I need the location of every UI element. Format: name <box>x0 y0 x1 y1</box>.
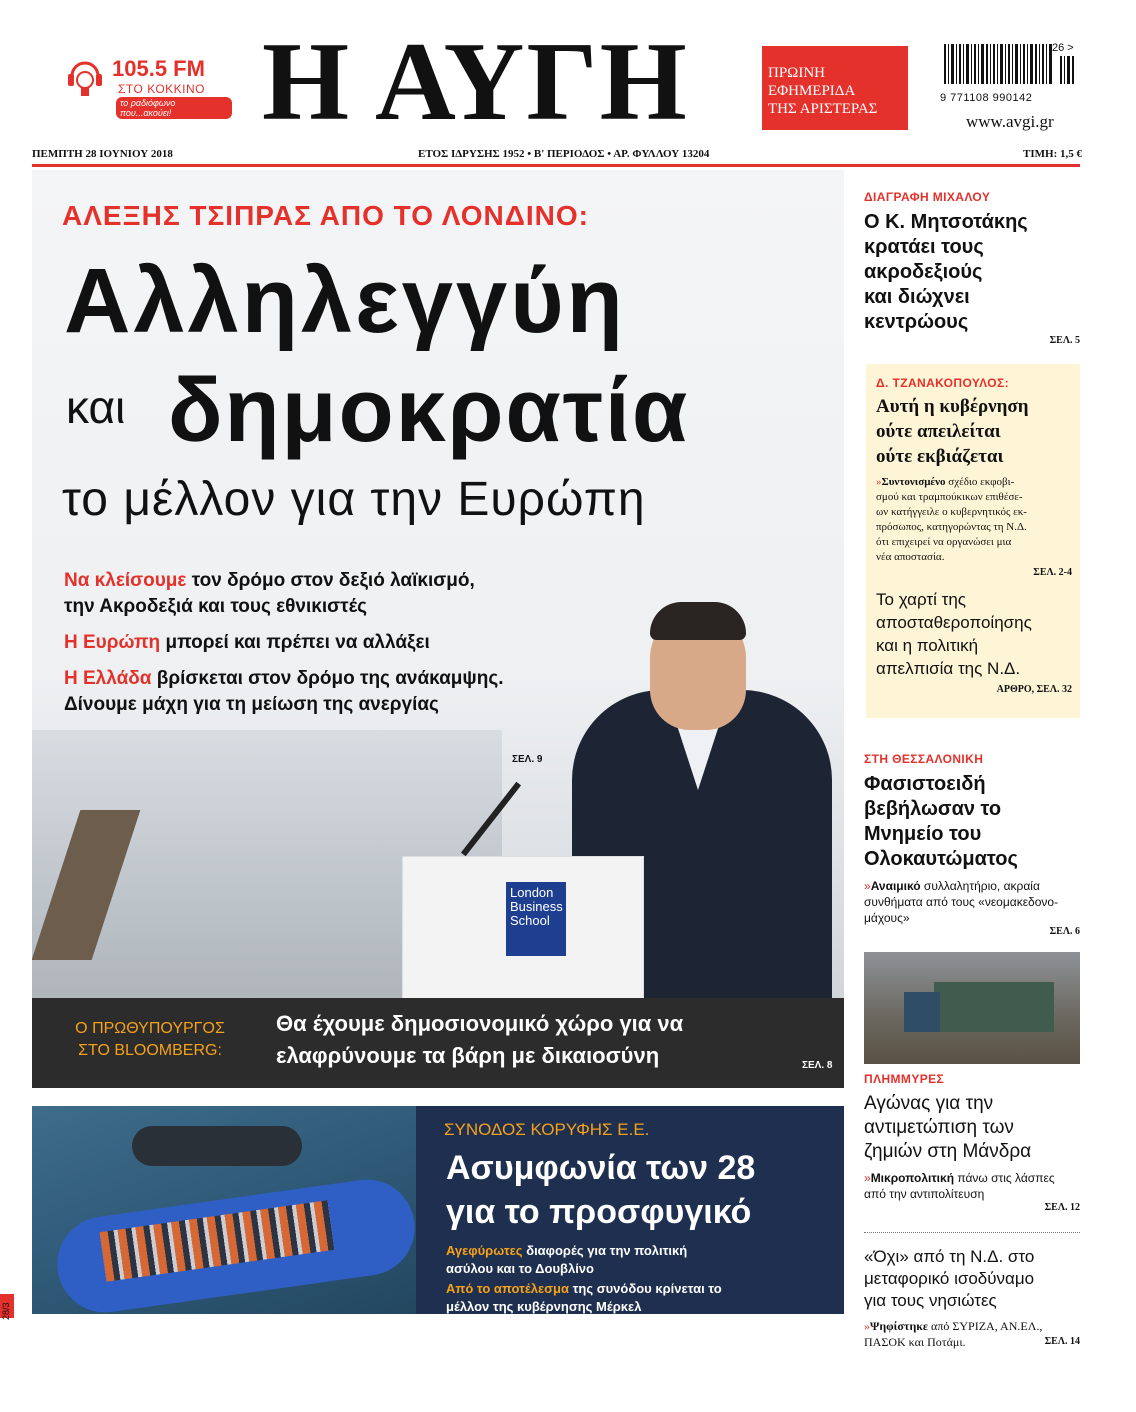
lead-headline-1: Αλληλεγγύη <box>64 250 626 352</box>
bullet-text: την Ακροδεξιά και τους εθνικιστές <box>64 596 368 617</box>
summit-text: μέλλον της κυβέρνησης Μέρκελ <box>446 1299 642 1314</box>
body-text: από ΣΥΡΙΖΑ, ΑΝ.ΕΛ., <box>928 1319 1043 1333</box>
headline-line: Ολοκαυτώματος <box>864 848 1018 870</box>
headline-line: Αγώνας για την <box>864 1093 994 1114</box>
summit-story <box>416 1106 844 1325</box>
headline-line: αποσταθεροποίησης <box>876 613 1032 632</box>
bullet-highlight: Η Ελλάδα <box>64 668 152 689</box>
lead-word: Αναιμικό <box>870 879 921 893</box>
bullet-text: μπορεί και πρέπει να αλλάξει <box>160 632 430 653</box>
story-body <box>864 878 1080 926</box>
headline-line: Αυτή η κυβέρνηση <box>876 396 1029 417</box>
edge-code: 28/3 <box>1 1302 11 1320</box>
story-page-ref: ΣΕΛ. 12 <box>1044 1202 1080 1213</box>
headline-line: απελπισία της Ν.Δ. <box>876 659 1021 678</box>
bloomberg-quote-line: Θα έχουμε δημοσιονομικό χώρο για να <box>276 1011 684 1036</box>
story-kicker: Δ. ΤΖΑΝΑΚΟΠΟΥΛΟΣ: <box>876 376 1009 390</box>
sidebar-story-2 <box>876 376 1072 695</box>
issue-info: ΕΤΟΣ ΙΔΡΥΣΗΣ 1952 • Β' ΠΕΡΙΟΔΟΣ • ΑΡ. ΦΥΛΛΟΥ 13204 <box>418 148 710 160</box>
body-line <box>864 1170 1080 1186</box>
headline-line: για τους νησιώτες <box>864 1291 997 1310</box>
bullet-text: Δίνουμε μάχη για τη μείωση της ανεργίας <box>64 694 439 715</box>
story-headline <box>864 1246 1080 1312</box>
lead-bullets <box>64 568 504 718</box>
body-line: ότι επιχειρεί να οργανώσει μια <box>876 536 1012 548</box>
truck-cab <box>904 992 940 1032</box>
story-kicker: ΔΙΑΓΡΑΦΗ ΜΙΧΑΛΟΥ <box>864 190 991 204</box>
lightbulb-headphones-icon <box>66 58 104 102</box>
body-text: ΠΑΣΟΚ και Ποτάμι. <box>864 1335 966 1349</box>
bloomberg-quote-line: ελαφρύνουμε τα βάρη με δικαιοσύνη <box>276 1043 660 1068</box>
headline-line: ούτε εκβιάζεται <box>876 446 1004 467</box>
bullet-text: τον δρόμο στον δεξιό λαϊκισμό, <box>186 570 475 591</box>
story-body <box>864 1170 1080 1202</box>
lead-headline-3: το μέλλον για την Ευρώπη <box>62 473 646 526</box>
radio-frequency: 105.5 FM <box>112 56 205 81</box>
speaker-hair <box>650 602 746 640</box>
summit-page-ref: ΣΕΛ. 16-17 <box>770 1314 821 1325</box>
barcode-number: 9 771108 990142 <box>940 92 1033 104</box>
summit-body-line <box>446 1242 687 1260</box>
chevron-icon: » <box>864 1171 871 1185</box>
lead-word: Συντονισμένο <box>881 476 946 488</box>
lead-word: Μικροπολιτική <box>870 1171 955 1185</box>
lead-bullet <box>64 692 504 718</box>
body-text: πάνω στις λάσπες <box>954 1171 1055 1185</box>
story-page-ref: ΣΕΛ. 6 <box>1049 926 1080 937</box>
lead-bullet <box>64 630 504 656</box>
story-headline <box>876 394 1072 469</box>
headline-line: Φασιστοειδή <box>864 773 986 795</box>
story-page-ref: ΑΡΘΡΟ, ΣΕΛ. 32 <box>996 684 1072 695</box>
bloomberg-quote <box>276 1008 683 1072</box>
podium-sign-line: School <box>510 913 550 928</box>
sidebar-story-4 <box>864 752 1080 937</box>
refugee-boat-photo <box>32 1106 416 1314</box>
story-kicker: ΣΤΗ ΘΕΣΣΑΛΟΝΙΚΗ <box>864 752 984 766</box>
radio-station: ΣΤΟ ΚΟΚΚΙΝΟ <box>118 82 206 96</box>
headline-line: βεβήλωσαν το <box>864 798 1002 820</box>
story-page-ref: ΣΕΛ. 2-4 <box>1033 567 1072 578</box>
section-divider <box>864 1232 1080 1233</box>
body-line <box>876 475 1072 490</box>
story-headline <box>864 772 1080 872</box>
lead-page-ref: ΣΕΛ. 9 <box>512 754 543 765</box>
story-body <box>864 1318 1080 1350</box>
chevron-icon: » <box>876 476 882 488</box>
headline-line: ακροδεξιούς <box>864 261 983 283</box>
summit-text: διαφορές για την πολιτική <box>522 1243 688 1258</box>
body-line: από την αντιπολίτευση <box>864 1187 985 1201</box>
flood-photo <box>864 952 1080 1064</box>
bloomberg-kicker <box>32 1000 268 1088</box>
sidebar-story-5 <box>864 1072 1080 1213</box>
body-line <box>864 1318 1080 1334</box>
headline-line: Το χαρτί της <box>876 590 966 609</box>
lead-bullet <box>64 666 504 692</box>
dateline <box>32 148 1082 160</box>
summit-body-line <box>446 1280 722 1298</box>
price: ΤΙΜΗ: 1,5 € <box>1023 148 1082 160</box>
headline-line: Ο Κ. Μητσοτάκης <box>864 211 1028 233</box>
website[interactable]: www.avgi.gr <box>966 112 1054 131</box>
lead-word: Ψηφίστηκε <box>870 1319 929 1333</box>
bloomberg-page-ref: ΣΕΛ. 8 <box>802 1060 833 1071</box>
summit-highlight: Από το αποτέλεσμα <box>446 1281 569 1296</box>
podium-sign-line: Business <box>510 899 563 914</box>
opinion-headline <box>876 588 1072 680</box>
headline-line: «Όχι» από τη Ν.Δ. στο <box>864 1247 1035 1266</box>
story-page-ref: ΣΕΛ. 14 <box>1044 1336 1080 1347</box>
tagline-line: ΕΦΗΜΕΡΙΔΑ <box>768 83 856 99</box>
headline-line: Μνημείο του <box>864 823 982 845</box>
story-body <box>876 475 1072 565</box>
radio-slogan: το ραδιόφωνο που...ακούει! <box>116 97 232 119</box>
body-text: συλλαλητήριο, ακραία <box>920 879 1040 893</box>
sidebar-story-6 <box>864 1246 1080 1350</box>
chevron-icon: » <box>864 1319 870 1333</box>
bloomberg-kicker-line: Ο ΠΡΩΘΥΠΟΥΡΓΟΣ <box>75 1020 225 1037</box>
radio-logo <box>62 56 232 118</box>
header-rule <box>32 164 1080 167</box>
headline-line: και διώχνει <box>864 286 970 308</box>
bullet-text: βρίσκεται στον δρόμο της ανάκαμψης. <box>151 668 504 689</box>
lead-bullet <box>64 568 504 594</box>
summit-headline-line: για το προσφυγικό <box>446 1193 752 1231</box>
podium-sign-line: London <box>510 885 554 900</box>
story-page-ref: ΣΕΛ. 5 <box>1049 335 1080 346</box>
headline-line: και η πολιτική <box>876 636 979 655</box>
issue-date: ΠΕΜΠΤΗ 28 ΙΟΥΝΙΟΥ 2018 <box>32 148 173 160</box>
tagline-line: ΠΡΩΙΝΗ <box>768 65 825 81</box>
body-line: μάχους» <box>864 911 910 925</box>
issue-code: 26 > <box>1052 42 1074 54</box>
headline-line: κεντρώους <box>864 311 969 333</box>
lead-headline-2b: δημοκρατία <box>168 361 690 461</box>
bullet-highlight: Η Ευρώπη <box>64 632 161 653</box>
headline-line: κρατάει τους <box>864 236 984 258</box>
summit-kicker: ΣΥΝΟΔΟΣ ΚΟΡΥΦΗΣ Ε.Ε. <box>444 1120 650 1139</box>
newspaper-title: Η ΑΥΓΗ <box>262 20 689 144</box>
body-line <box>864 1334 1080 1350</box>
summit-body-line <box>446 1298 641 1316</box>
headline-line: αντιμετώπιση των <box>864 1117 1014 1138</box>
summit-highlight: Αγεφύρωτες <box>446 1243 523 1258</box>
lead-bullet <box>64 594 504 620</box>
bullet-highlight: Να κλείσουμε <box>64 570 187 591</box>
lead-story <box>32 170 844 1088</box>
summit-text: ασύλου και το Δουβλίνο <box>446 1261 594 1276</box>
body-line: ων κατήγγειλε ο κυβερνητικός εκ- <box>876 506 1027 518</box>
body-line: νέα αποστασία. <box>876 551 945 563</box>
body-text: σχέδιο εκφοβι- <box>945 476 1015 488</box>
bloomberg-kicker-line: ΣΤΟ BLOOMBERG: <box>78 1042 222 1059</box>
summit-text: της συνόδου κρίνεται το <box>568 1281 722 1296</box>
story-kicker: ΠΛΗΜΜΥΡΕΣ <box>864 1072 945 1086</box>
truck <box>934 982 1054 1032</box>
podium-sign <box>506 882 566 956</box>
headline-line: ζημιών στη Μάνδρα <box>864 1141 1032 1162</box>
story-headline <box>864 210 1080 335</box>
tagline-box <box>762 46 908 130</box>
headline-line: ούτε απειλείται <box>876 421 1001 442</box>
body-line: συνθήματα από τους «νεομακεδονο- <box>864 895 1059 909</box>
body-line: πρόσωπος, κατηγορώντας τη Ν.Δ. <box>876 521 1027 533</box>
sidebar-story-1 <box>864 190 1080 346</box>
lead-headline-2a: και <box>66 381 126 433</box>
summit-body-line <box>446 1260 594 1278</box>
summit-headline <box>446 1146 755 1234</box>
boat-small <box>132 1126 302 1166</box>
lead-kicker: ΑΛΕΞΗΣ ΤΣΙΠΡΑΣ ΑΠΟ ΤΟ ΛΟΝΔΙΝΟ: <box>62 200 589 231</box>
headline-line: μεταφορικό ισοδύναμο <box>864 1269 1035 1288</box>
story-headline <box>864 1092 1080 1164</box>
chevron-icon: » <box>864 879 871 893</box>
body-line: σμού και τραμπούκικων επιθέσε- <box>876 491 1023 503</box>
tagline-line: ΤΗΣ ΑΡΙΣΤΕΡΑΣ <box>768 101 878 117</box>
summit-headline-line: Ασυμφωνία των 28 <box>446 1149 756 1187</box>
body-line <box>864 878 1080 894</box>
